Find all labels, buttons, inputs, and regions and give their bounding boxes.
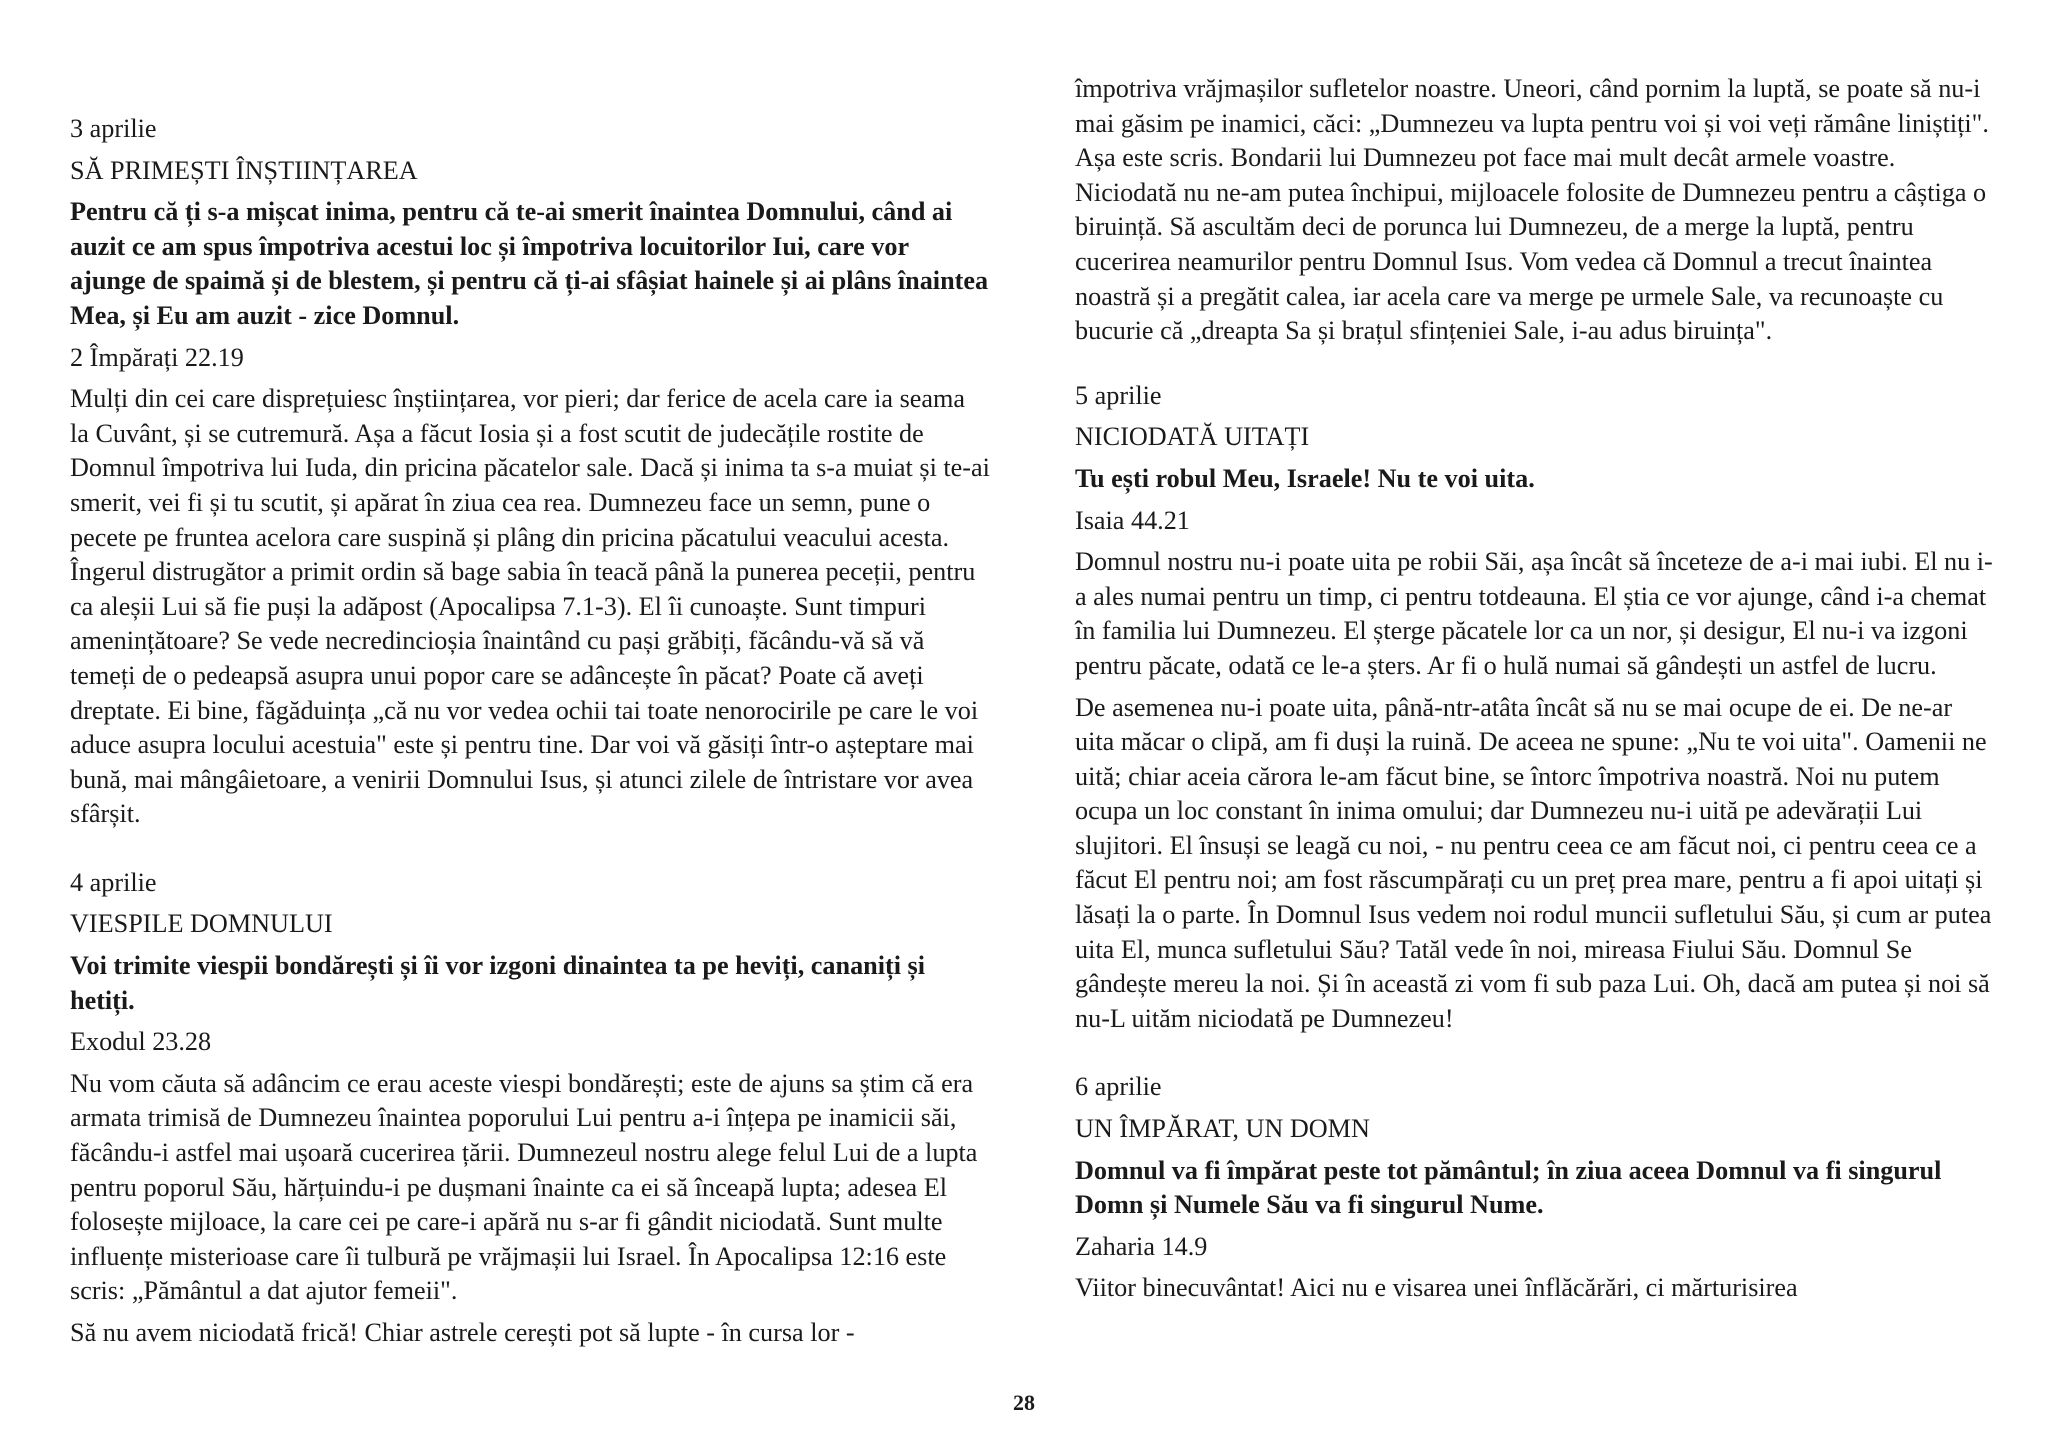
entry-reference: Exodul 23.28 xyxy=(70,1027,212,1057)
entry-verse: Voi trimite viespii bondărești și îi vor izgoni dinaintea ta pe heviți, cananiți și hetiți. xyxy=(70,951,926,1015)
page-number: 28 xyxy=(1013,1390,1035,1415)
entry-paragraph: Viitor binecuvântat! Aici nu e visarea unei înflăcărări, ci mărturisirea xyxy=(1075,1273,1798,1303)
devotional-entry xyxy=(70,866,990,1351)
entry-title: SĂ PRIMEȘTI ÎNȘTIINȚAREA xyxy=(70,155,418,185)
devotional-entry xyxy=(1075,379,1995,1037)
entry-title: UN ÎMPĂRAT, UN DOMN xyxy=(1075,1114,1370,1144)
left-column xyxy=(70,112,990,1351)
devotional-entry xyxy=(1075,1070,1995,1306)
entry-reference: Zaharia 14.9 xyxy=(1075,1231,1208,1261)
entry-reference: 2 Împărați 22.19 xyxy=(70,342,244,372)
entry-verse: Domnul va fi împărat peste tot pământul; în ziua aceea Domnul va fi singurul Domn și Numele Său va fi singurul Nume. xyxy=(1075,1155,1942,1220)
entry-paragraph: De asemenea nu-i poate uita, până-ntr-atâta încât să nu se mai ocupe de ei. De ne-ar uita măcar o clipă, am fi duși la ruină. De aceea ne spune: „Nu te voi uita". Oamenii ne uită; chiar aceia cărora le-am făcut bine, se întorc împotriva noastră. Noi nu putem ocupa un loc constant în inima omului; dar Dumnezeu nu-i uită pe adevărații Lui slujitori. El însuși se leagă cu noi, - nu pentru ceea ce am făcut noi, ci pentru ceea ce a făcut El pentru noi; am fost răscumpărați cu un preț prea mare, pentru a fi apoi uitați și lăsați la o parte. În Domnul Isus vedem noi rodul muncii sufletului Său, și cum ar putea uita El, munca sufletului Său? Tatăl vede în noi, mireasa Fiului Său. Domnul Se gândește mereu la noi. Și în această zi vom fi sub paza Lui. Oh, dacă am putea și noi să nu-L uităm niciodată pe Dumnezeu! xyxy=(1075,692,1992,1033)
entry-date: 6 aprilie xyxy=(1075,1072,1162,1102)
entry-title: VIESPILE DOMNULUI xyxy=(70,909,333,939)
entry-paragraph: Nu vom căuta să adâncim ce erau aceste viespi bondărești; este de ajuns sa știm că era armata trimisă de Dumnezeu înaintea poporului Lui pentru a-i înțepa pe inamicii săi, făcându-i astfel mai ușoară cucerirea țării. Dumnezeul nostru alege felul Lui de a lupta pentru poporul Său, hărțuindu-i pe dușmani înainte ca ei să înceapă lupta; adesea El folosește mijloace, la care cei pe care-i apără nu s-ar fi gândit niciodată. Sunt multe influențe misterioase care îi tulbură pe vrăjmașii lui Israel. În Apocalipsa 12:16 este scris: „Pământul a dat ajutor femeii". xyxy=(70,1068,978,1306)
entry-date: 4 aprilie xyxy=(70,867,157,897)
entry-verse: Tu ești robul Meu, Israele! Nu te voi uita. xyxy=(1075,463,1535,493)
entry-reference: Isaia 44.21 xyxy=(1075,505,1190,535)
entry-paragraph: Domnul nostru nu-i poate uita pe robii Săi, așa încât să înceteze de a-i mai iubi. El nu i-a ales numai pentru un timp, ci pentru totdeauna. El știa ce vor ajunge, când i-a chemat în familia lui Dumnezeu. El șterge păcatele lor ca un nor, și desigur, El nu-i va izgoni pentru păcate, odată ce le-a șters. Ar fi o hulă numai să gândești un astfel de lucru. xyxy=(1075,547,1993,680)
entry-verse: Pentru că ți s-a mișcat inima, pentru că te-ai smerit înaintea Domnului, când ai auzit ce am spus împotriva acestui loc și împotriva locuitorilor Iui, care vor ajunge de spaimă și de blestem, și pentru că ți-ai sfâșiat hainele și ai plâns înaintea Mea, și Eu am auzit - zice Domnul. xyxy=(70,197,989,330)
continued-paragraph: împotriva vrăjmașilor sufletelor noastre. Uneori, când pornim la luptă, se poate să nu-i mai găsim pe inamici, căci: „Dumnezeu va lupta pentru voi și voi veți rămâne liniștiți". Așa este scris. Bondarii lui Dumnezeu pot face mai mult decât armele voastre. Niciodată nu ne-am putea închipui, mijloacele folosite de Dumnezeu pentru a câștiga o biruință. Să ascultăm deci de porunca lui Dumnezeu, de a merge la luptă, pentru cucerirea neamurilor pentru Domnul Isus. Vom vedea că Domnul a trecut înaintea noastră și a pregătit calea, iar acela care va merge pe urmele Sale, va recunoaște cu bucurie că „dreapta Sa și brațul sfințeniei Sale, i-au adus biruința". xyxy=(1075,74,1989,346)
entry-date: 3 aprilie xyxy=(70,114,157,143)
devotional-entry xyxy=(70,112,990,832)
entry-title: NICIODATĂ UITAȚI xyxy=(1075,422,1310,452)
entry-paragraph: Mulți din cei care disprețuiesc înștiințarea, vor pieri; dar ferice de acela care ia seama la Cuvânt, și se cutremură. Așa a făcut Iosia și a fost scutit de judecățile rostite de Domnul împotriva lui Iuda, din pricina păcatelor sale. Dacă și inima ta s-a muiat și te-ai smerit, vei fi și tu scutit, și apărat în ziua cea rea. Dumnezeu face un semn, pune o pecete pe fruntea acelora care suspină și plâng din pricina păcatului veacului acesta. Îngerul distrugător a primit ordin să bage sabia în teacă până la punerea peceții, pentru ca aleșii Lui să fie puși la adăpost (Apocalipsa 7.1-3). El îi cunoaște. Sunt timpuri amenințătoare? Se vede necredincioșia înaintând cu pași grăbiți, făcându-vă să vă temeți de o pedeapsă asupra unui popor care se adâncește în păcat? Poate că aveți dreptate. Ei bine, făgăduința „că nu vor vedea ochii tai toate nenorocirile pe care le voi aduce asupra locului acestuia" este și pentru tine. Dar voi vă găsiți într-o așteptare mai bună, mai mângâietoare, a venirii Domnului Isus, și atunci zilele de întristare vor avea sfârșit. xyxy=(70,384,990,829)
entry-paragraph: Să nu avem niciodată frică! Chiar astrele cerești pot să lupte - în cursa lor - xyxy=(70,1318,855,1347)
entry-date: 5 aprilie xyxy=(1075,380,1162,410)
right-column xyxy=(1075,72,1995,1306)
